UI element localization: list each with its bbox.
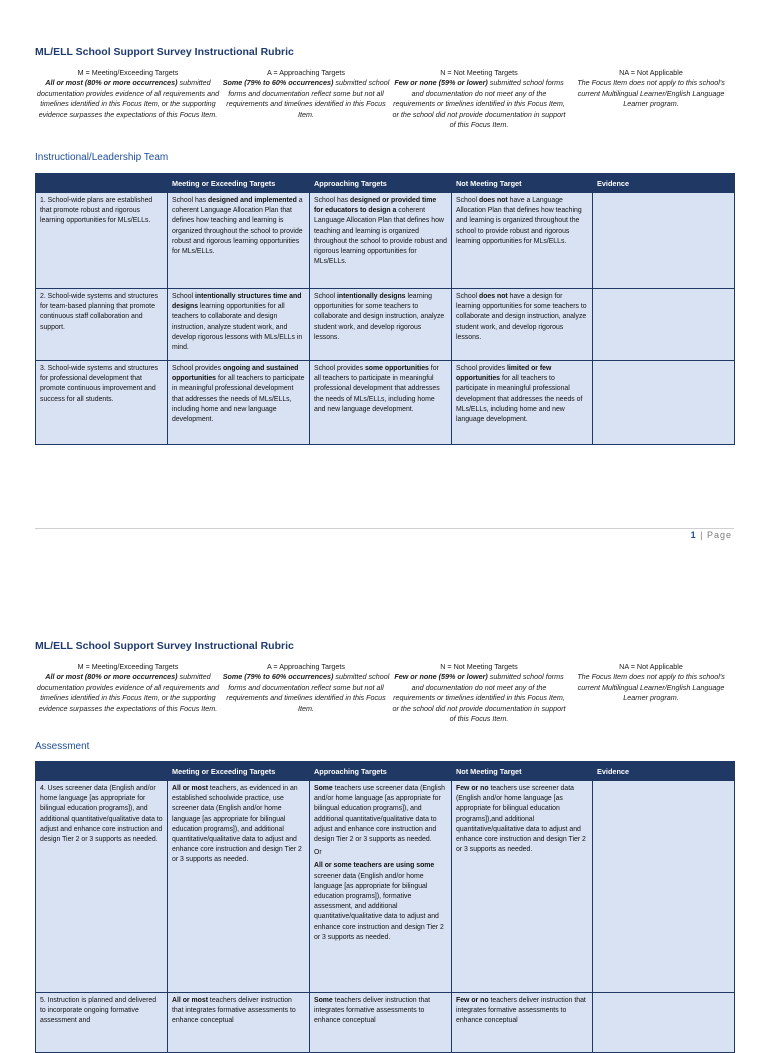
page-number: 1 | Page	[690, 530, 732, 540]
legend-not-meeting: N = Not Meeting Targets Few or none (59% or lower) submitted school forms and documentation do not meet any of the requirements or timelines identified in this Focus Item, or the school did not provide documentation in support of this Focus Item.	[392, 662, 566, 724]
approaching-cell: School intentionally designs learning opportunities for some teachers to collaborate and design instruction, analyze student work, and develop rigorous lessons.	[310, 289, 452, 361]
doc-title: ML/ELL School Support Survey Instructional Rubric	[35, 640, 294, 652]
rubric-table	[35, 761, 735, 1053]
rubric-table	[35, 173, 735, 445]
table-row	[36, 289, 735, 361]
legend-not-meeting: N = Not Meeting Targets Few or none (59% or lower) submitted school forms and documentation do not meet any of the requirements or timelines identified in this Focus Item, or the school did not provide documentation in support of this Focus Item.	[392, 68, 566, 130]
table-row	[36, 361, 735, 445]
meeting-cell: School has designed and implemented a coherent Language Allocation Plan that defines how teaching and learning is organized throughout the school to provide robust and rigorous learning opportunities for MLs/ELLs.	[168, 193, 310, 289]
header-meeting: Meeting or Exceeding Targets	[168, 174, 310, 193]
rating-legend	[35, 662, 735, 724]
evidence-cell[interactable]	[593, 193, 735, 289]
table-row	[36, 193, 735, 289]
table-row	[36, 993, 735, 1053]
evidence-cell[interactable]	[593, 781, 735, 993]
section-heading: Instructional/Leadership Team	[35, 152, 169, 163]
legend-not-applicable: NA = Not Applicable The Focus Item does not apply to this school's current Multilingual Learner/English Language Learner program.	[577, 662, 725, 703]
table-header-row	[36, 762, 735, 781]
table-header-row	[36, 174, 735, 193]
table-row	[36, 781, 735, 993]
not-meeting-cell: School does not have a design for learning opportunities for some teachers to collaborate and design instruction, analyze student work, and develop rigorous lessons.	[452, 289, 593, 361]
evidence-cell[interactable]	[593, 289, 735, 361]
focus-item: 4. Uses screener data (English and/or home language [as appropriate for bilingual education programs]), and additional quantitative/qualitative data to adjust and enhance core instruction and design Tier 2 or 3 supports as needed.	[36, 781, 168, 993]
focus-item: 3. School-wide systems and structures for professional development that promote continuous improvement and success for all students.	[36, 361, 168, 445]
header-approaching: Approaching Targets	[310, 174, 452, 193]
focus-item: 5. Instruction is planned and delivered to incorporate ongoing formative assessment and	[36, 993, 168, 1053]
header-not-meeting: Not Meeting Target	[452, 762, 593, 781]
footer-divider	[35, 528, 734, 529]
focus-item: 1. School-wide plans are established that promote robust and rigorous learning opportunities for MLs/ELLs.	[36, 193, 168, 289]
evidence-cell[interactable]	[593, 993, 735, 1053]
header-meeting: Meeting or Exceeding Targets	[168, 762, 310, 781]
meeting-cell: School provides ongoing and sustained opportunities for all teachers to participate in meaningful professional development that addresses the needs of MLs/ELLs, including home and new language development.	[168, 361, 310, 445]
doc-title: ML/ELL School Support Survey Instructional Rubric	[35, 46, 294, 58]
legend-approaching: A = Approaching Targets Some (79% to 60% occurrences) submitted school forms and documentation reflect some but not all requirements and timelines identified in this Focus Item.	[222, 68, 390, 119]
header-not-meeting: Not Meeting Target	[452, 174, 593, 193]
approaching-cell: Some teachers use screener data (English and/or home language [as appropriate for bilingual education programs]), and additional quantitative/qualitative data to adjust and enhance core instruction and design Tier 2 or 3 supports as needed. Or All or some teachers are using some screener data (English and/or home language [as appropriate for bilingual education programs]), formative assessment, and additional quantitative/qualitative data to adjust and enhance core instruction and design Tier 2 or 3 supports as needed.	[310, 781, 452, 993]
legend-approaching: A = Approaching Targets Some (79% to 60% occurrences) submitted school forms and documentation reflect some but not all requirements and timelines identified in this Focus Item.	[222, 662, 390, 713]
meeting-cell: School intentionally structures time and designs learning opportunities for all teachers to collaborate and design instruction, analyze student work, and develop rigorous lessons with MLs/ELLs in mind.	[168, 289, 310, 361]
meeting-cell: All or most teachers, as evidenced in an established schoolwide practice, use screener data (English and/or home language [as appropriate for bilingual education programs]), and additional quantitative/qualitative data to adjust and enhance core instruction and design Tier 2 or 3 supports as needed.	[168, 781, 310, 993]
legend-meeting: M = Meeting/Exceeding Targets All or most (80% or more occurrences) submitted documentation provides evidence of all requirements and timelines identified in this Focus Item, or the supporting evidence surpasses the expectations of this Focus Item.	[36, 68, 220, 119]
not-meeting-cell: Few or no teachers deliver instruction that integrates formative assessments to enhance conceptual	[452, 993, 593, 1053]
approaching-cell: School has designed or provided time for educators to design a coherent Language Allocation Plan that defines how teaching and learning is organized throughout the school to provide robust and rigorous learning opportunities for MLs/ELLs.	[310, 193, 452, 289]
legend-meeting: M = Meeting/Exceeding Targets All or most (80% or more occurrences) submitted documentation provides evidence of all requirements and timelines identified in this Focus Item, or the supporting evidence surpasses the expectations of this Focus Item.	[36, 662, 220, 713]
not-meeting-cell: School provides limited or few opportunities for all teachers to participate in meaningful professional development that addresses the needs of MLs/ELLs, including home and new language development.	[452, 361, 593, 445]
header-focus-item	[36, 174, 168, 193]
not-meeting-cell: School does not have a Language Allocation Plan that defines how teaching and learning is organized throughout the school to provide robust and rigorous learning opportunities for MLs/ELLs.	[452, 193, 593, 289]
header-evidence: Evidence	[593, 762, 735, 781]
legend-not-applicable: NA = Not Applicable The Focus Item does not apply to this school's current Multilingual Learner/English Language Learner program.	[577, 68, 725, 109]
approaching-cell: Some teachers deliver instruction that integrates formative assessments to enhance conceptual	[310, 993, 452, 1053]
focus-item: 2. School-wide systems and structures for team-based planning that promote continuous staff collaboration and support.	[36, 289, 168, 361]
header-approaching: Approaching Targets	[310, 762, 452, 781]
evidence-cell[interactable]	[593, 361, 735, 445]
approaching-cell: School provides some opportunities for all teachers to participate in meaningful professional development that addresses the needs of MLs/ELLs, including home and new language development.	[310, 361, 452, 445]
meeting-cell: All or most teachers deliver instruction that integrates formative assessments to enhance conceptual	[168, 993, 310, 1053]
header-focus-item	[36, 762, 168, 781]
header-evidence: Evidence	[593, 174, 735, 193]
rating-legend	[35, 68, 735, 130]
section-heading: Assessment	[35, 741, 90, 752]
not-meeting-cell: Few or no teachers use screener data (English and/or home language [as appropriate for bilingual education programs]),and additional quantitative/qualitative data to adjust and enhance core instruction and design Tier 2 or 3 supports as needed.	[452, 781, 593, 993]
